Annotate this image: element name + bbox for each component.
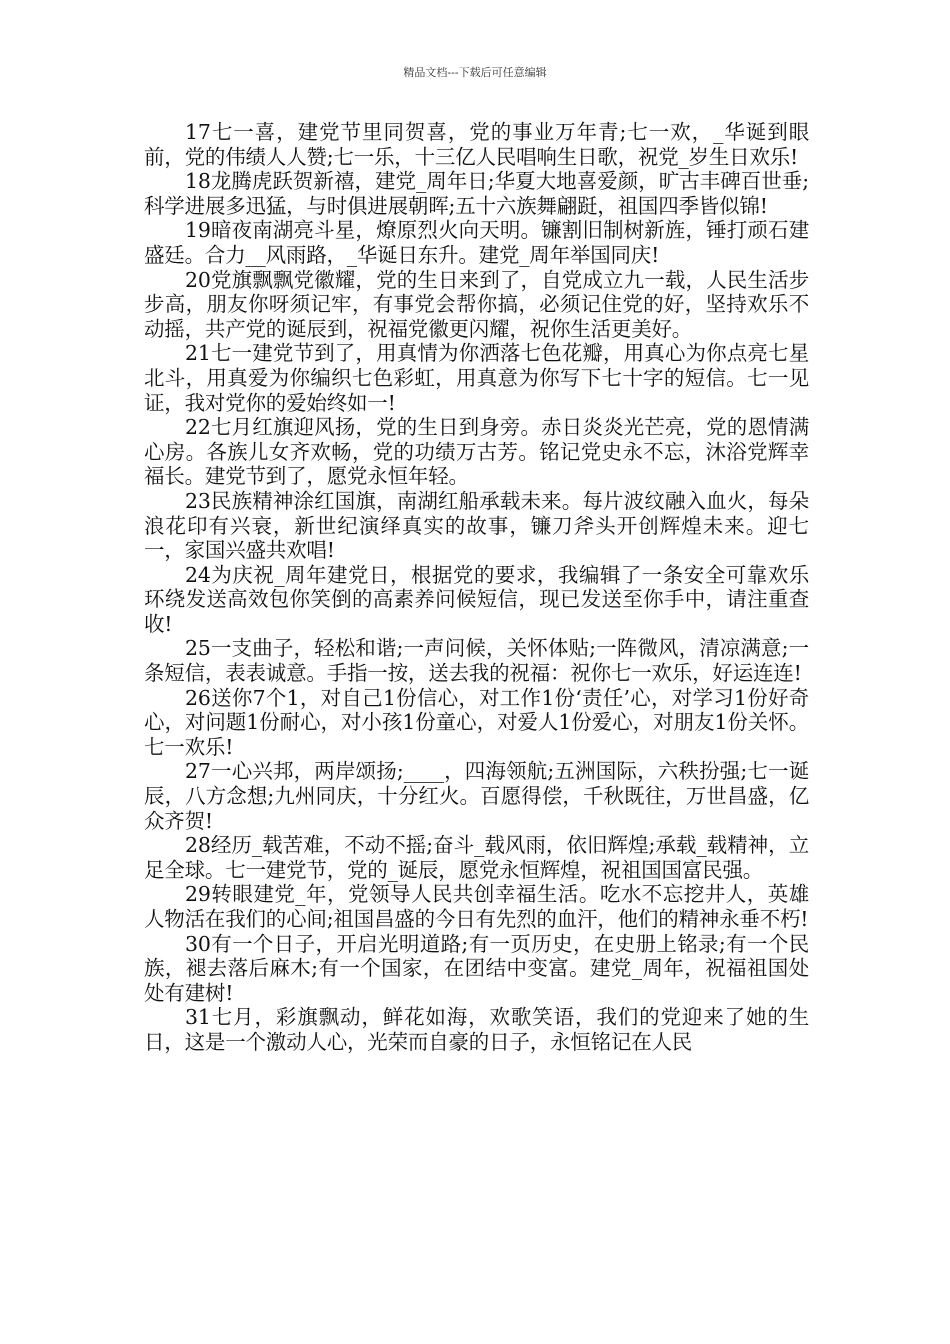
paragraph-31: 31七月，彩旗飘动，鲜花如海，欢歌笑语，我们的党迎来了她的生日，这是一个激动人心，光荣而自豪的日子，永恒铭记在人民 [144, 1005, 809, 1054]
paragraph-22: 22七月红旗迎风扬，党的生日到身旁。赤日炎炎光芒亮，党的恩情满心房。各族儿女齐欢畅，党的功绩万古芳。铭记党史永不忘，沐浴党辉幸福长。建党节到了，愿党永恒年轻。 [144, 415, 809, 489]
paragraph-27: 27一心兴邦，两岸颂扬;____，四海领航;五洲国际，六秩扮强;七一诞辰，八方念想;九州同庆，十分红火。百愿得偿，千秋既往，万世昌盛，亿众齐贺! [144, 759, 809, 833]
paragraph-24: 24为庆祝_周年建党日，根据党的要求，我编辑了一条安全可靠欢乐环绕发送高效包你笑倒的高素养问候短信，现已发送至你手中，请注重查收! [144, 562, 809, 636]
paragraph-17: 17七一喜，建党节里同贺喜，党的事业万年青;七一欢，_华诞到眼前，党的伟绩人人赞;七一乐，十三亿人民唱响生日歌，祝党_岁生日欢乐! [144, 120, 809, 169]
paragraph-23: 23民族精神涂红国旗，南湖红船承载未来。每片波纹融入血火，每朵浪花印有兴衰，新世纪演绎真实的故事，镰刀斧头开创辉煌未来。迎七一，家国兴盛共欢唱! [144, 488, 809, 563]
paragraph-30: 30有一个日子，开启光明道路;有一页历史，在史册上铭录;有一个民族，褪去落后麻木;有一个国家，在团结中变富。建党_周年，祝福祖国处处有建树! [144, 931, 809, 1005]
paragraph-19: 19暗夜南湖亮斗星，燎原烈火向天明。镰割旧制树新旌，锤打顽石建盛廷。合力__风雨路，_华诞日东升。建党_周年举国同庆! [144, 218, 809, 267]
page-header: 精品文档---下载后可任意编辑 [403, 66, 547, 79]
paragraph-25: 25一支曲子，轻松和谐;一声问候，关怀体贴;一阵微风，清凉满意;一条短信，表表诚意。手指一按，送去我的祝福：祝你七一欢乐，好运连连! [144, 636, 809, 686]
paragraph-21: 21七一建党节到了，用真情为你洒落七色花瓣，用真心为你点亮七星北斗，用真爱为你编织七色彩虹，用真意为你写下七十字的短信。七一见证，我对党你的爱始终如一! [144, 341, 809, 415]
paragraph-20: 20党旗飘飘党徽耀，党的生日来到了，自党成立九一载，人民生活步步高，朋友你呀须记牢，有事党会帮你搞，必须记住党的好，坚持欢乐不动摇，共产党的诞辰到，祝福党徽更闪耀，祝你生活更美好。 [144, 267, 809, 341]
document-body [144, 120, 809, 1055]
paragraph-28: 28经历_载苦难，不动不摇;奋斗_载风雨，依旧辉煌;承载_载精神，立足全球。七一建党节，党的_诞辰，愿党永恒辉煌，祝祖国国富民强。 [144, 833, 809, 882]
paragraph-26: 26送你7个1，对自己1份信心，对工作1份‘责任’心，对学习1份好奇心，对问题1份耐心，对小孩1份童心，对爱人1份爱心，对朋友1份关怀。七一欢乐! [144, 685, 809, 759]
paragraph-18: 18龙腾虎跃贺新禧，建党_周年日;华夏大地喜爱颜，旷古丰碑百世垂;科学进展多迅猛，与时俱进展朝晖;五十六族舞翩跹，祖国四季皆似锦! [144, 169, 809, 218]
paragraph-29: 29转眼建党_年，党领导人民共创幸福生活。吃水不忘挖井人，英雄人物活在我们的心间;祖国昌盛的今日有先烈的血汗，他们的精神永垂不朽! [144, 882, 809, 931]
